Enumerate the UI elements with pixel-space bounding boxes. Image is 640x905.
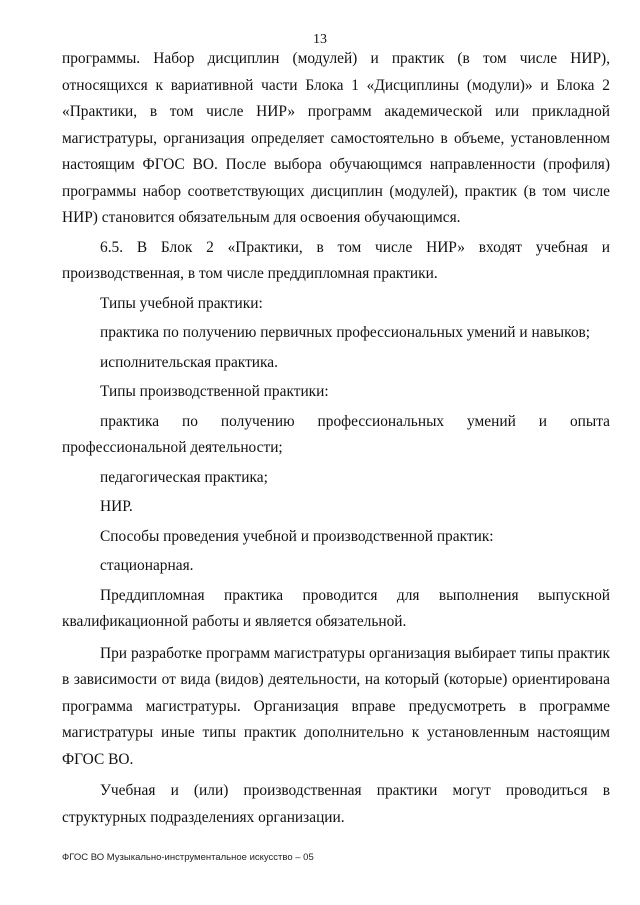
paragraph-8: педагогическая практика; [100, 468, 268, 486]
paragraph-9: НИР. [100, 498, 133, 515]
paragraph-7: практика по получению профессиональных умений и опыта профессиональной деятельности; [62, 412, 610, 456]
paragraph-5: исполнительская практика. [100, 353, 278, 371]
paragraph-6: Типы производственной практики: [100, 383, 329, 400]
page-number: 13 [313, 32, 327, 47]
paragraph-4: практика по получению первичных профессиональных умений и навыков; [100, 324, 591, 341]
document-footer: ФГОС ВО Музыкально-инструментальное искусство – 05 [62, 852, 314, 863]
document-body [62, 46, 610, 831]
paragraph-2: 6.5. В Блок 2 «Практики, в том числе НИР» входят учебная и производственная, в том числе преддипломная практики. [62, 238, 610, 282]
paragraph-14: Учебная и (или) производственная практики могут проводиться в структурных подразделениях организации. [62, 782, 610, 826]
paragraph-3: Типы учебной практики: [100, 294, 263, 312]
paragraph-1: программы. Набор дисциплин (модулей) и практик (в том числе НИР), относящихся к вариативной части Блока 1 «Дисциплины (модули)» и Блока 2 «Практики, в том числе НИР» программ академической или прикладной магистратуры, организация определяет самостоятельно в объеме, установленном настоящим ФГОС ВО. После выбора обучающимся направленности (профиля) программы набор соответствующих дисциплин (модулей), практик (в том числе НИР) становится обязательным для освоения обучающимся. [62, 50, 610, 226]
paragraph-11: стационарная. [100, 557, 194, 574]
paragraph-10: Способы проведения учебной и производственной практик: [100, 527, 494, 545]
paragraph-13: При разработке программ магистратуры организация выбирает типы практик в зависимости от вида (видов) деятельности, на который (которые) ориентирована программа магистратуры. Организация вправе предусмотреть в программе магистратуры иные типы практик дополнительно к установленным настоящим ФГОС ВО. [62, 644, 610, 768]
paragraph-12: Преддипломная практика проводится для выполнения выпускной квалификационной работы и является обязательной. [62, 586, 610, 630]
